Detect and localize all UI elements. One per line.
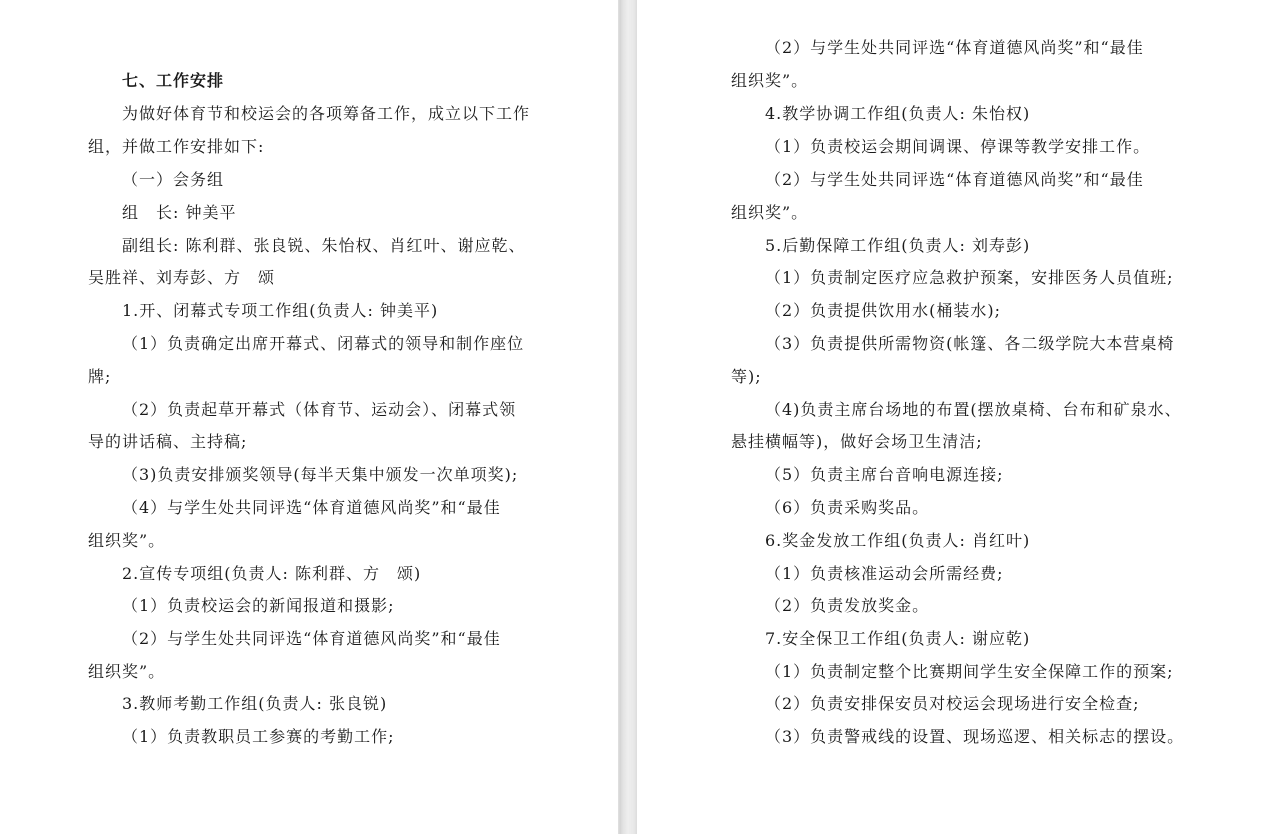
text-line: 组织奖”。 (88, 662, 166, 681)
group-heading: 3.教师考勤工作组(负责人: 张良锐) (122, 694, 388, 713)
text-line: 组织奖”。 (731, 71, 809, 90)
left-page (0, 0, 618, 834)
subsection-heading: （一）会务组 (122, 170, 225, 189)
text-line: （1）负责制定医疗应急救护预案，安排医务人员值班; (765, 268, 1174, 287)
text-line: （1）负责核准运动会所需经费; (765, 564, 1004, 583)
section-heading: 七、工作安排 (122, 71, 225, 90)
text-line: （6）负责采购奖品。 (765, 498, 930, 517)
text-line: （1）负责校运会期间调课、停课等教学安排工作。 (765, 137, 1151, 156)
text-line: （2）负责提供饮用水(桶装水); (765, 301, 1002, 320)
text-line: （1）负责教职员工参赛的考勤工作; (122, 727, 395, 746)
text-line: 副组长: 陈利群、张良锐、朱怡权、肖红叶、谢应乾、 (122, 236, 526, 255)
text-line: （2）与学生处共同评选“体育道德风尚奖”和“最佳 (765, 38, 1144, 57)
text-line: （2）负责发放奖金。 (765, 596, 930, 615)
text-line: （4)负责主席台场地的布置(摆放桌椅、台布和矿泉水、 (765, 400, 1182, 419)
group-heading: 6.奖金发放工作组(负责人: 肖红叶) (765, 531, 1031, 550)
text-line: （3）负责提供所需物资(帐篷、各二级学院大本营桌椅 (765, 334, 1175, 353)
group-heading: 1.开、闭幕式专项工作组(负责人: 钟美平) (122, 301, 439, 320)
text-line: （1）负责校运会的新闻报道和摄影; (122, 596, 395, 615)
text-line: （2）负责安排保安员对校运会现场进行安全检查; (765, 694, 1140, 713)
text-line: 牌; (88, 367, 112, 386)
group-heading: 4.教学协调工作组(负责人: 朱怡权) (765, 104, 1031, 123)
text-line: 为做好体育节和校运会的各项筹备工作，成立以下工作 (122, 104, 531, 123)
text-line: （4）与学生处共同评选“体育道德风尚奖”和“最佳 (122, 498, 501, 517)
text-line: 等); (731, 367, 762, 386)
right-page (637, 0, 1261, 834)
text-line: 组织奖”。 (731, 203, 809, 222)
text-line: （2）负责起草开幕式（体育节、运动会）、闭幕式领 (122, 400, 517, 419)
group-heading: 5.后勤保障工作组(负责人: 刘寿彭) (765, 236, 1031, 255)
page-gutter (618, 0, 637, 834)
text-line: 组，并做工作安排如下: (88, 137, 265, 156)
text-line: （5）负责主席台音响电源连接; (765, 465, 1004, 484)
text-line: 组 长: 钟美平 (122, 203, 237, 222)
text-line: （2）与学生处共同评选“体育道德风尚奖”和“最佳 (765, 170, 1144, 189)
text-line: （3）负责警戒线的设置、现场巡逻、相关标志的摆设。 (765, 727, 1185, 746)
text-line: （1）负责制定整个比赛期间学生安全保障工作的预案; (765, 662, 1174, 681)
group-heading: 2.宣传专项组(负责人: 陈利群、方 颂) (122, 564, 422, 583)
text-line: 吴胜祥、刘寿彭、方 颂 (88, 268, 276, 287)
text-line: （2）与学生处共同评选“体育道德风尚奖”和“最佳 (122, 629, 501, 648)
text-line: （1）负责确定出席开幕式、闭幕式的领导和制作座位 (122, 334, 525, 353)
text-line: 组织奖”。 (88, 531, 166, 550)
group-heading: 7.安全保卫工作组(负责人: 谢应乾) (765, 629, 1031, 648)
text-line: （3)负责安排颁奖领导(每半天集中颁发一次单项奖); (122, 465, 519, 484)
text-line: 悬挂横幅等)，做好会场卫生清洁; (731, 432, 983, 451)
text-line: 导的讲话稿、主持稿; (88, 432, 248, 451)
